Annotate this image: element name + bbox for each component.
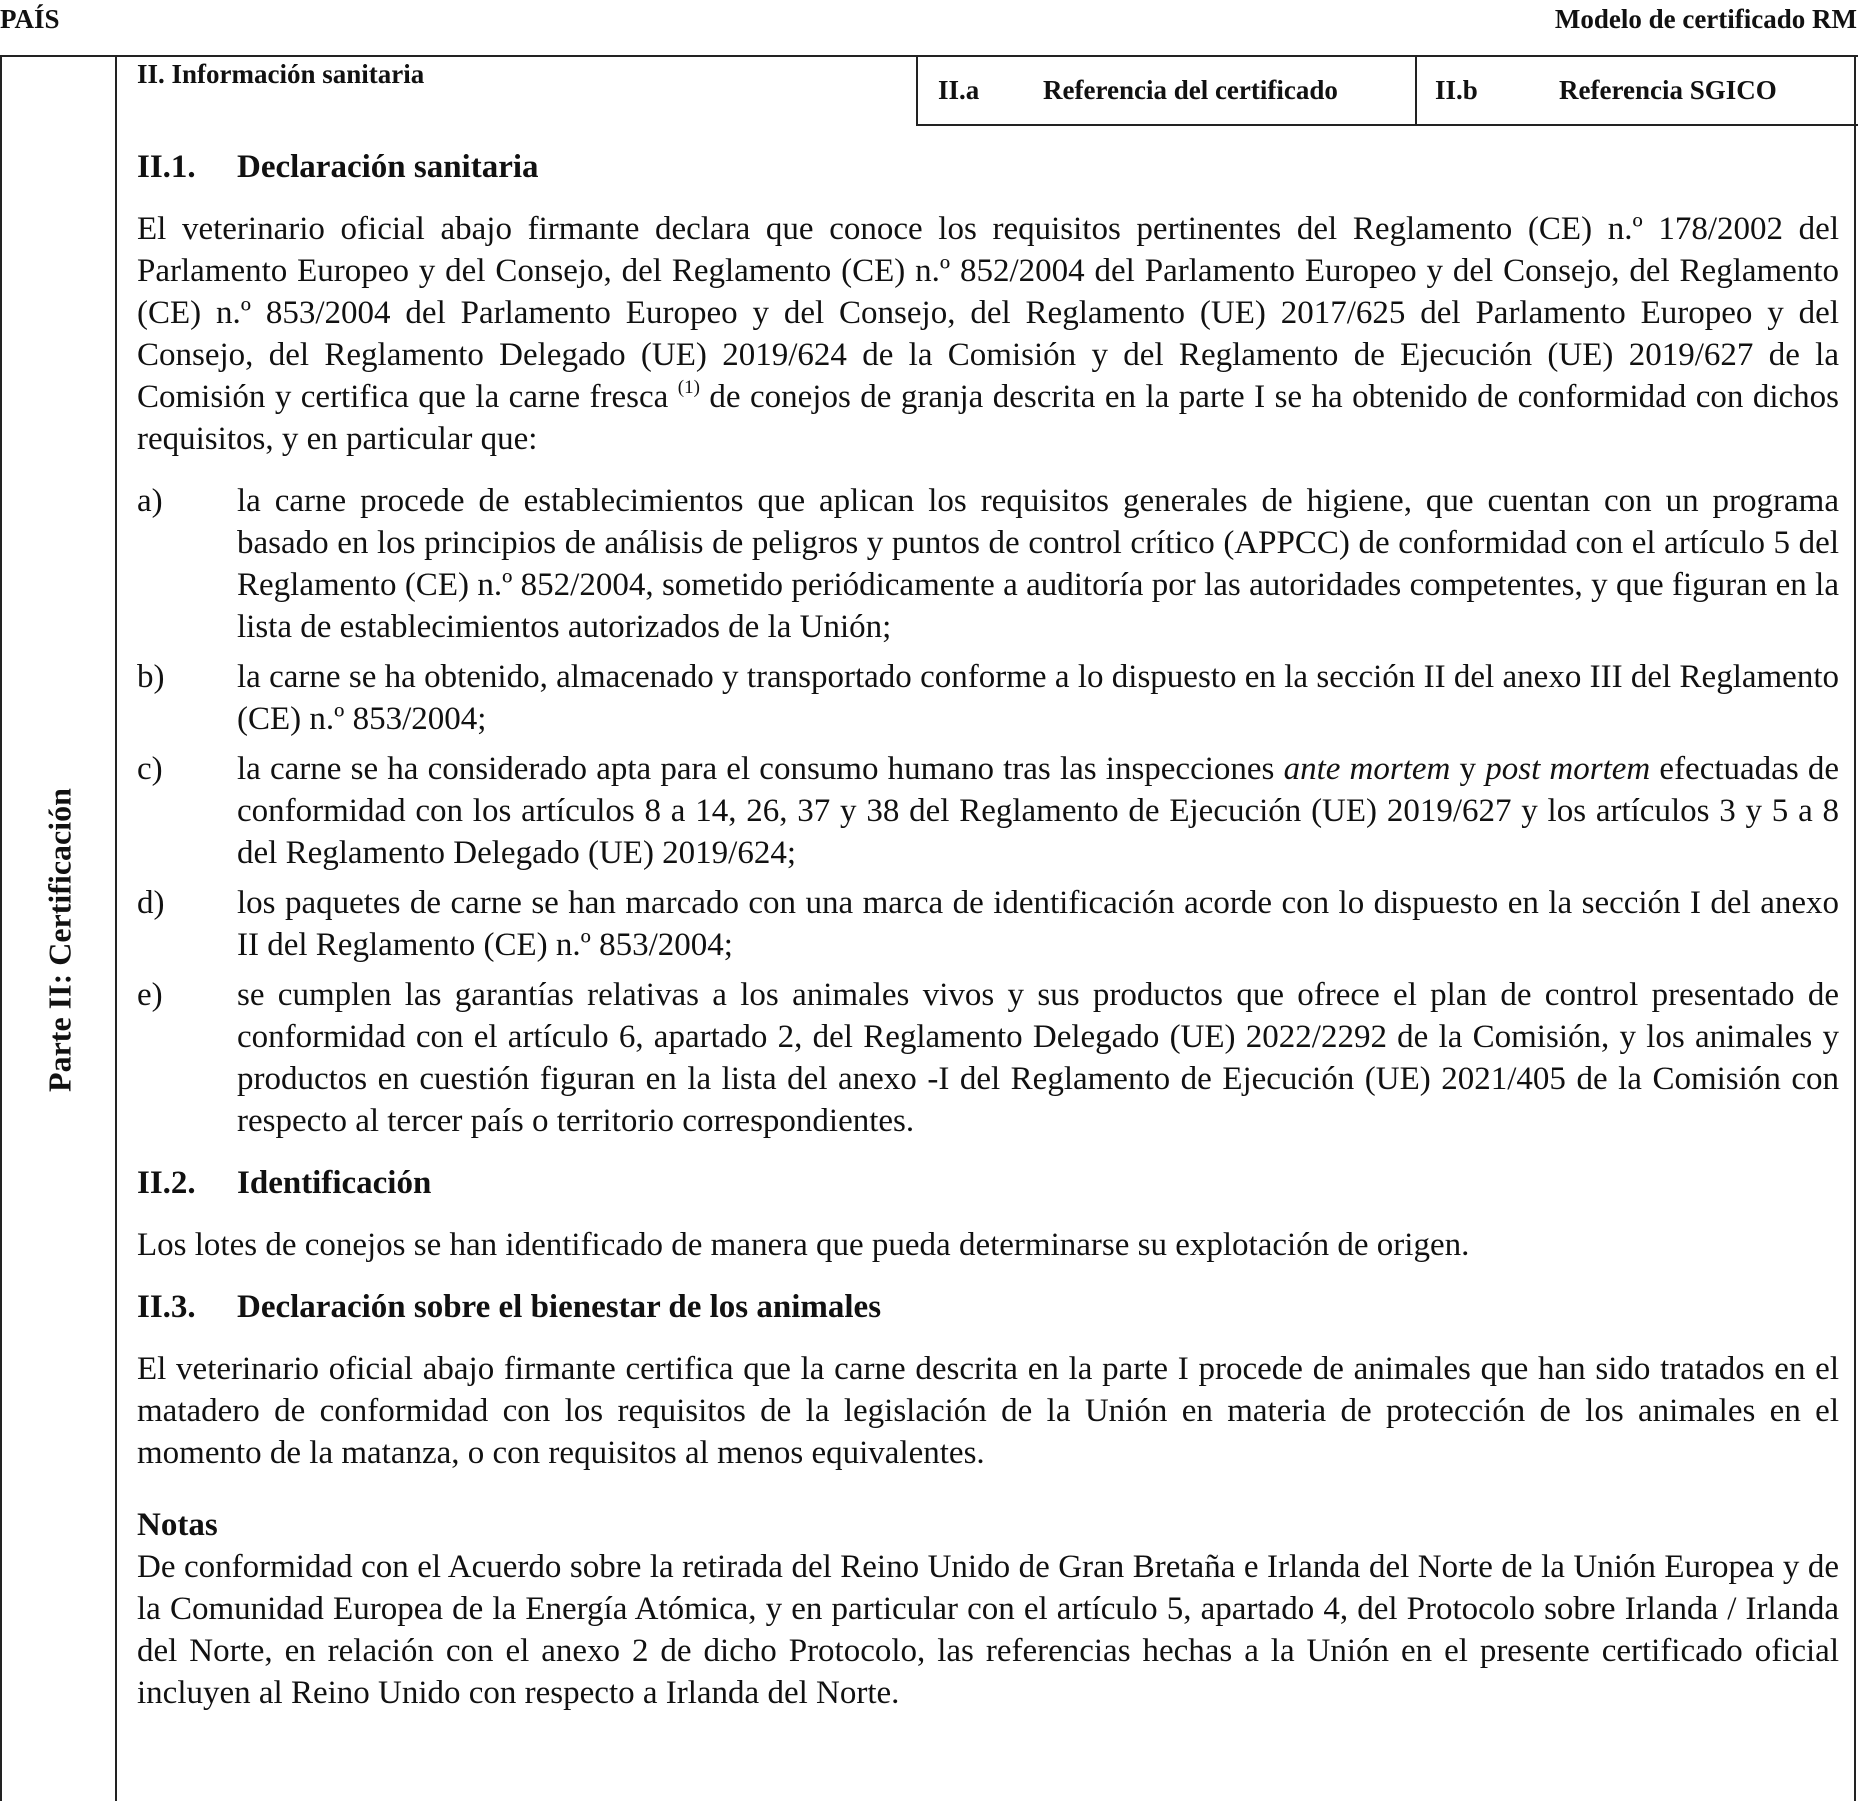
- ref-divider: [1415, 55, 1417, 124]
- intro-text-cont: de conejos de granja descrita en la parte I se ha obtenido de conformidad con dichos requisitos, y en particular que:: [137, 379, 1840, 457]
- ref-a-code: II.a: [938, 75, 980, 105]
- italic-term: post mortem: [1485, 751, 1651, 787]
- notes-title: Notas: [137, 1507, 218, 1543]
- list-marker: b): [137, 659, 165, 695]
- list-item: [137, 480, 1839, 648]
- list-text: los paquetes de carne se han marcado con una marca de identificación acorde con lo dispuesto en la sección I del anexo II del Reglamento (CE) n.º 853/2004;: [237, 885, 1839, 963]
- section-3-number: II.3.: [137, 1289, 196, 1325]
- list-marker: c): [137, 751, 163, 787]
- section-2-heading: [137, 1162, 1839, 1204]
- ref-b-code: II.b: [1435, 75, 1478, 105]
- italic-term: ante mortem: [1283, 751, 1451, 787]
- section-2-number: II.2.: [137, 1165, 196, 1201]
- certificate-header: [0, 0, 1858, 57]
- country-label: PAÍS: [0, 4, 60, 34]
- list-marker: e): [137, 977, 163, 1013]
- notes-text: De conformidad con el Acuerdo sobre la retirada del Reino Unido de Gran Bretaña e Irlanda del Norte de la Unión Europea y de la Comunidad Europea de la Energía Atómica, y en particular con el artículo 5, apartado 4, del Protocolo sobre Irlanda / Irlanda del Norte, en relación con el anexo 2 de dicho Protocolo, las referencias hechas a la Unión en el presente certificado oficial incluyen al Reino Unido con respecto a Irlanda del Norte.: [137, 1549, 1839, 1711]
- footnote-ref: (1): [677, 377, 700, 398]
- certificate-content: [137, 146, 1839, 1714]
- list-text: la carne procede de establecimientos que aplican los requisitos generales de higiene, que cuentan con un programa basado en los principios de análisis de peligros y puntos de control crítico (APPCC) de conformidad con el artículo 5 del Reglamento (CE) n.º 852/2004, sometido periódicamente a auditoría por las autoridades competentes, y que figuran en la lista de establecimientos autorizados de la Unión;: [237, 483, 1839, 645]
- list-text-part: y: [1450, 751, 1486, 787]
- certificate-frame: [0, 55, 1856, 1801]
- section-3-title: Declaración sobre el bienestar de los animales: [237, 1289, 882, 1325]
- reference-box: [916, 55, 1858, 126]
- intro-text: El veterinario oficial abajo firmante declara que conoce los requisitos pertinentes del Reglamento (CE) n.º 178/2002 del Parlamento Europeo y del Consejo, del Reglamento (CE) n.º 852/2004 del Parlamento Europeo y del Consejo, del Reglamento (CE) n.º 853/2004 del Parlamento Europeo y del Consejo, del Reglamento (UE) 2017/625 del Parlamento Europeo y del Consejo, del Reglamento Delegado (UE) 2019/624 de la Comisión y del Reglamento de Ejecución (UE) 2019/627 de la Comisión y certifica que la carne fresca: [137, 211, 1839, 415]
- section-2-text: Los lotes de conejos se han identificado de manera que pueda determinarse su explotación de origen.: [137, 1227, 1470, 1263]
- section-3-heading: [137, 1286, 1839, 1328]
- section-1-number: II.1.: [137, 149, 196, 185]
- list-item: [137, 656, 1839, 740]
- part-label: Parte II: Certificación: [41, 788, 78, 1092]
- list-marker: a): [137, 483, 163, 519]
- list-item: [137, 748, 1839, 874]
- section-2-title: Identificación: [237, 1165, 432, 1201]
- list-text: se cumplen las garantías relativas a los animales vivos y sus productos que ofrece el plan de control presentado de conformidad con el artículo 6, apartado 2, del Reglamento Delegado (UE) 2022/2292 de la Comisión, y los animales y productos en cuestión figuran en la lista del anexo -I del Reglamento de Ejecución (UE) 2021/405 de la Comisión con respecto al tercer país o territorio correspondientes.: [237, 977, 1839, 1139]
- section-1-title: Declaración sanitaria: [237, 149, 539, 185]
- list-item: [137, 882, 1839, 966]
- section-heading: II. Información sanitaria: [137, 59, 425, 89]
- ref-b-label: Referencia SGICO: [1559, 75, 1777, 105]
- section-1-heading: [137, 146, 1839, 188]
- list-text: la carne se ha obtenido, almacenado y transportado conforme a lo dispuesto en la sección II del anexo III del Reglamento (CE) n.º 853/2004;: [237, 659, 1839, 737]
- certificate-model-label: Modelo de certificado RM: [1554, 4, 1857, 34]
- list-marker: d): [137, 885, 165, 921]
- section-3-text: El veterinario oficial abajo firmante certifica que la carne descrita en la parte I procede de animales que han sido tratados en el matadero de conformidad con los requisitos de la legislación de la Unión en materia de protección de los animales en el momento de la matanza, o con requisitos al menos equivalentes.: [137, 1351, 1839, 1471]
- section-1-intro: [137, 208, 1839, 460]
- list-text: [237, 748, 1839, 874]
- ref-a-label: Referencia del certificado: [1043, 75, 1338, 105]
- list-text-part: efectuadas de conformidad con los artículos 8 a 14, 26, 37 y 38 del Reglamento de Ejecución (UE) 2019/627 y los artículos 3 y 5 a 8 del Reglamento Delegado (UE) 2019/624;: [237, 751, 1839, 871]
- side-column: [2, 55, 117, 1801]
- list-text-part: la carne se ha considerado apta para el consumo humano tras las inspecciones: [237, 751, 1284, 787]
- list-item: [137, 974, 1839, 1142]
